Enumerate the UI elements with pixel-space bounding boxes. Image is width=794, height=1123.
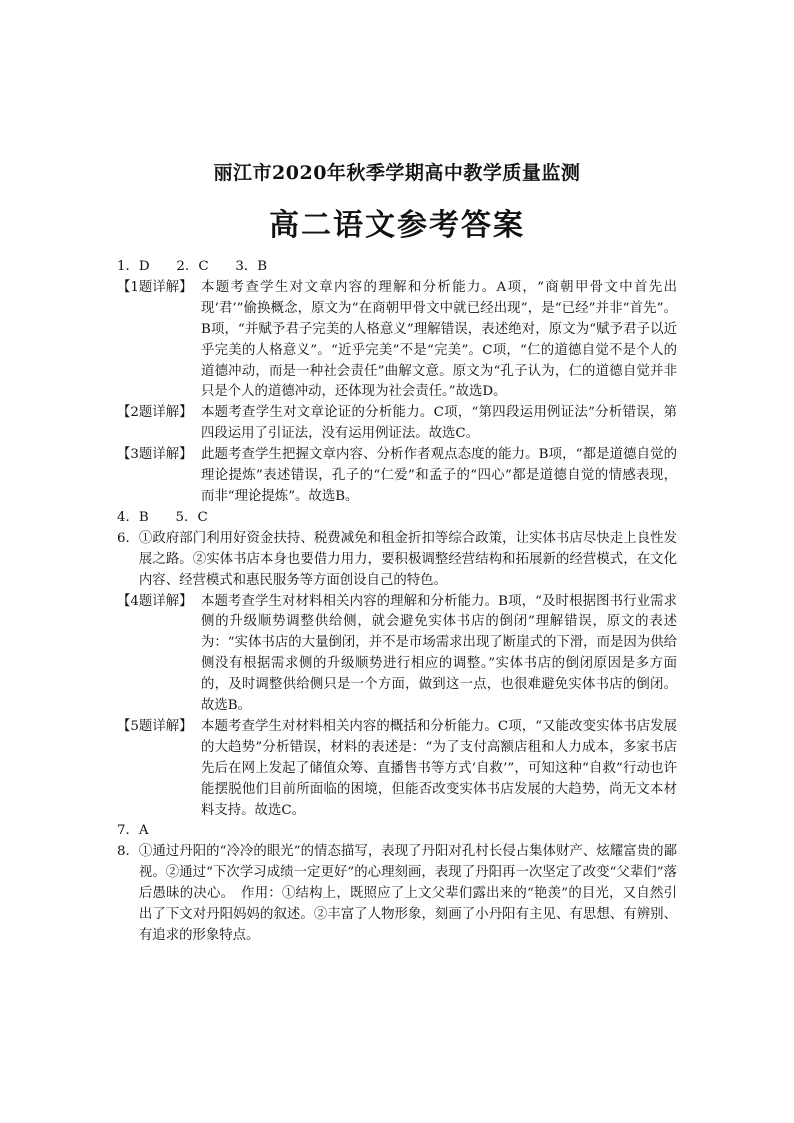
explanation-1 bbox=[117, 278, 677, 403]
answer-6-number: 6． bbox=[117, 530, 139, 546]
explanation-3-label: 【3题详解】 bbox=[117, 447, 193, 463]
explanation-2-text: 本题考查学生对文章论证的分析能力。C项，“第四段运用例证法”分析错误，第四段运用了引证法，没有运用例证法。故选C。 bbox=[201, 405, 677, 442]
exam-title: 丽江市2020年秋季学期高中教学质量监测 bbox=[213, 162, 581, 184]
answers-4-5: 4．B 5．C bbox=[117, 509, 208, 525]
answers-1-3: 1．D 2．C 3．B bbox=[117, 259, 268, 274]
explanation-3-text: 此题考查学生把握文章内容、分析作者观点态度的能力。B项，“都是道德自觉的理论提炼”表述错误，孔子的“仁爱”和孟子的“四心”都是道德自觉的情感表现，而非“理论提炼”。故选B。 bbox=[201, 447, 677, 504]
answer-key-title: 高二语文参考答案 bbox=[269, 208, 525, 243]
explanation-2 bbox=[117, 403, 677, 445]
explanation-4 bbox=[117, 592, 677, 717]
explanation-1-label: 【1题详解】 bbox=[117, 279, 193, 295]
answer-8 bbox=[117, 842, 677, 947]
explanation-3 bbox=[117, 445, 677, 508]
explanation-2-label: 【2题详解】 bbox=[117, 405, 193, 421]
explanation-5-label: 【5题详解】 bbox=[117, 718, 193, 734]
explanation-5 bbox=[117, 717, 677, 822]
explanation-4-label: 【4题详解】 bbox=[117, 593, 193, 609]
answer-8-number: 8． bbox=[117, 844, 139, 860]
explanation-5-text: 本题考查学生对材料相关内容的概括和分析能力。C项，“又能改变实体书店发展的大趋势”分析错误，材料的表述是：“为了支付高额店租和人力成本，多家书店先后在网上发起了储值众筹、直播售书等方式‘自救’”，可知这种“自救”行动也许能摆脱他们目前所面临的困境，但能否改变实体书店发展的大趋势，尚无文本材料支持。故选C。 bbox=[201, 718, 677, 818]
answer-6 bbox=[117, 529, 677, 592]
explanation-4-text: 本题考查学生对材料相关内容的理解和分析能力。B项，“及时根据图书行业需求侧的升级顺势调整供给侧，就会避免实体书店的倒闭”理解错误，原文的表述为：“实体书店的大量倒闭，并不是市场需求出现了断崖式的下滑，而是因为供给侧没有根据需求侧的升级顺势进行相应的调整。”实体书店的倒闭原因是多方面的，及时调整供给侧只是一个方面，做到这一点，也很难避免实体书店的倒闭。故选B。 bbox=[201, 593, 677, 714]
answer-content bbox=[117, 257, 677, 947]
answer-6-text: ①政府部门利用好资金扶持、税费减免和租金折扣等综合政策，让实体书店尽快走上良性发展之路。②实体书店本身也要借力用力，要积极调整经营结构和拓展新的经营模式，在文化内容、经营模式和惠民服务等方面创设自己的特色。 bbox=[138, 530, 677, 588]
answer-8-text: ①通过丹阳的“冷冷的眼光”的情态描写，表现了丹阳对孔村长侵占集体财产、炫耀富贵的鄙视。②通过“下次学习成绩一定更好”的心理刻画，表现了丹阳再一次坚定了改变“父辈们”落后愚昧的决心。 作用：①结构上，既照应了上文父辈们露出来的“艳羡”的目光，又自然引出了下文对丹阳妈妈的叙述。②丰富了人物形象，刻画了小丹阳有主见、有思想、有辨别、有追求的形象特点。 bbox=[138, 844, 677, 943]
answer-7: 7．A bbox=[117, 823, 149, 839]
explanation-1-text: 本题考查学生对文章内容的理解和分析能力。A项，“商朝甲骨文中首先出现‘君’”偷换概念，原文为“在商朝甲骨文中就已经出现”，是“已经”并非“首先”。B项，“并赋予君子完美的人格意义”理解错误，表述绝对，原文为“赋予君子以近乎完美的人格意义”。“近乎完美”不是“完美”。C项，“仁的道德自觉不是个人的道德冲动，而是一种社会责任”曲解文意。原文为“孔子认为，仁的道德自觉并非只是个人的道德冲动，还体现为社会责任。”故选D。 bbox=[201, 279, 677, 400]
